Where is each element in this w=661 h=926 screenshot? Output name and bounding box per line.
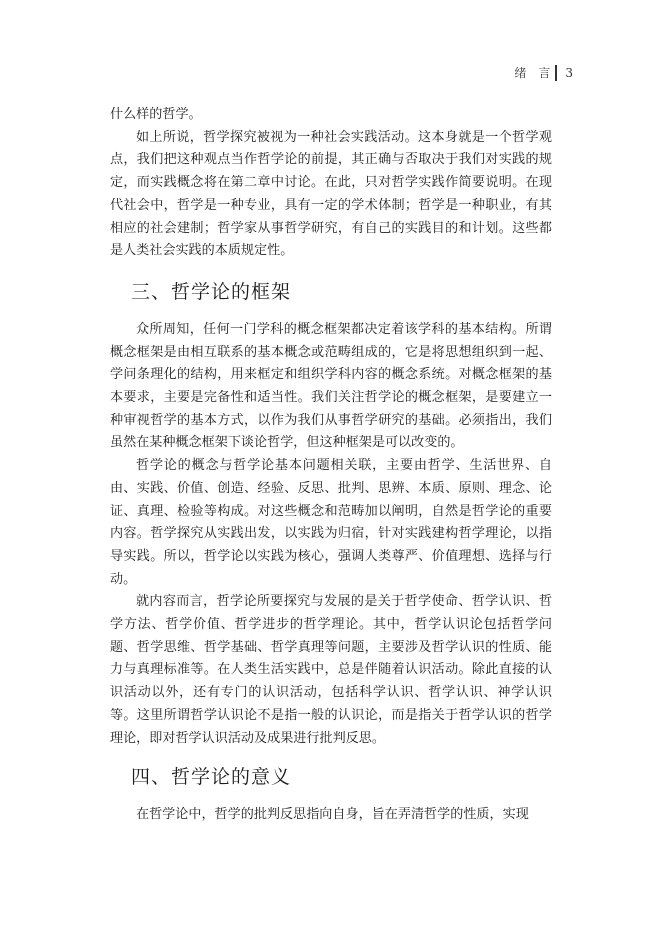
paragraph-framework: 众所周知，任何一门学科的概念框架都决定着该学科的基本结构。所谓概念框架是由相互联系的基本概念或范畴组成的，它是将思想组织到一起、学问条理化的结构，用来框定和组织学科内容的概念系统。对概念框架的基本要求，主要是完备性和适当性。我们关注哲学论的概念框架，是要建立一种审视哲学的基本方式，以作为我们从事哲学研究的基础。必须指出，我们虽然在某种概念框架下谈论哲学，但这种框架是可以改变的。 (110, 321, 552, 451)
paragraph-significance: 在哲学论中，哲学的批判反思指向自身，旨在弄清哲学的性质，实现 (136, 807, 529, 823)
paragraph-continuation: 什么样的哲学。 (110, 107, 202, 122)
section-heading-significance: 四、哲学论的意义 (131, 766, 292, 789)
paragraph-practice: 如上所说，哲学探究被视为一种社会实践活动。这本身就是一个哲学观点，我们把这种观点当作哲学论的前提，其正确与否取决于我们对实践的规定，而实践概念将在第二章中讨论。在此，只对哲学实践作简要说明。在现代社会中，哲学是一种专业，具有一定的学术体制；哲学是一种职业，有其相应的社会建制；哲学家从事哲学研究，有自己的实践目的和计划。这些都是人类社会实践的本质规定性。 (110, 129, 552, 259)
header-divider (555, 65, 557, 81)
page-body (110, 104, 552, 827)
page-number: 3 (565, 65, 573, 80)
running-header (514, 64, 573, 81)
paragraph-concepts: 哲学论的概念与哲学论基本问题相关联，主要由哲学、生活世界、自由、实践、价值、创造、经验、反思、批判、思辨、本质、原则、理念、论证、真理、检验等构成。对这些概念和范畴加以阐明，自然是哲学论的重要内容。哲学探究从实践出发，以实践为归宿，针对实践建构哲学理论，以指导实践。所以，哲学论以实践为核心，强调人类尊严、价值理想、选择与行动。 (110, 458, 552, 587)
chapter-title: 绪 言 (514, 66, 551, 80)
paragraph-content: 就内容而言，哲学论所要探究与发展的是关于哲学使命、哲学认识、哲学方法、哲学价值、哲学进步的哲学理论。其中，哲学认识论包括哲学问题、哲学思维、哲学基础、哲学真理等问题，主要涉及哲学认识的性质、能力与真理标准等。在人类生活实践中，总是伴随着认识活动。除此直接的认识活动以外，还有专门的认识活动，包括科学认识、哲学认识、神学认识等。这里所谓哲学认识论不是指一般的认识论，而是指关于哲学认识的哲学理论，即对哲学认识活动及成果进行批判反思。 (110, 594, 552, 746)
section-heading-framework: 三、哲学论的框架 (131, 280, 292, 303)
